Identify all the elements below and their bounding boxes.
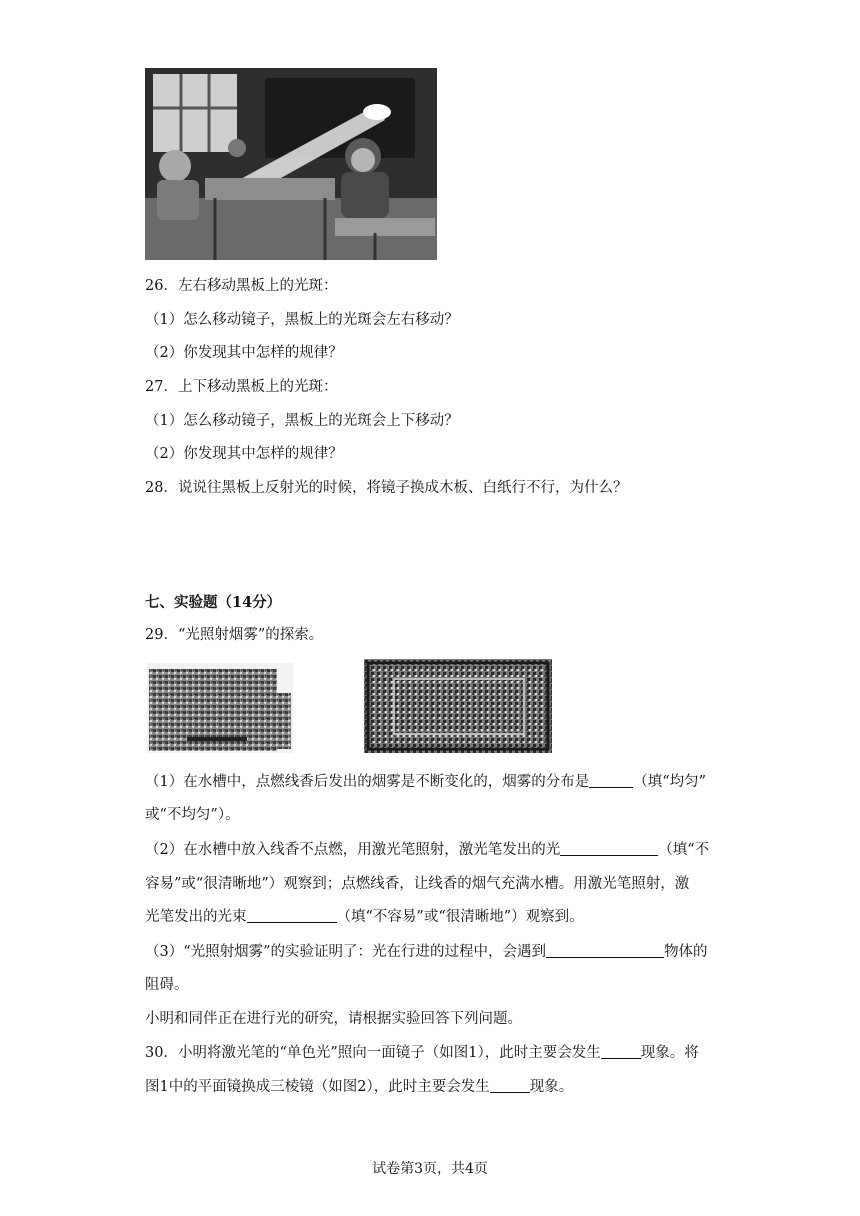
q27-sub2: （2）你发现其中怎样的规律？ — [145, 446, 343, 462]
section7-heading: 七、实验题（14分） — [145, 594, 282, 611]
q29-p3-text-b: 物体的 — [664, 944, 708, 960]
q29-p1-line2: 或“不均匀”）。 — [145, 807, 240, 823]
q29-p2-text-e: （填“不容易”或“很清晰地”）观察到。 — [336, 909, 584, 925]
q29-p1-text-a: （1）在水槽中，点燃线香后发出的烟雾是不断变化的，烟雾的分布是 — [145, 774, 590, 790]
page-footer: 试卷第3页，共4页 — [372, 1161, 488, 1177]
q29-p2-line2: 容易”或“很清晰地”）观察到；点燃线香，让线香的烟气充满水槽。用激光笔照射，激 — [145, 876, 690, 892]
q27-sub1: （1）怎么移动镜子，黑板上的光斑会上下移动？ — [145, 413, 459, 429]
q29-p2-line1 — [145, 840, 709, 860]
answer-blank-3[interactable] — [247, 907, 337, 923]
answer-blank-4[interactable] — [546, 942, 664, 958]
q30-text-a: 30．小明将激光笔的“单色光”照向一面镜子（如图1），此时主要会发生 — [145, 1045, 601, 1061]
q28-title: 28．说说往黑板上反射光的时候，将镜子换成木板、白纸行不行，为什么？ — [145, 480, 628, 496]
classroom-mirror-photo — [145, 68, 437, 260]
q26-sub2: （2）你发现其中怎样的规律？ — [145, 345, 343, 361]
q30-line1 — [145, 1043, 699, 1063]
q29-p3-line1 — [145, 942, 708, 962]
q26-sub1: （1）怎么移动镜子，黑板上的光斑会左右移动？ — [145, 312, 459, 328]
q30-text-c: 图1中的平面镜换成三棱镜（如图2），此时主要会发生 — [145, 1079, 490, 1095]
q29-p3-text-a: （3）“光照射烟雾”的实验证明了：光在行进的过程中，会遇到 — [145, 944, 547, 960]
answer-blank-2[interactable] — [560, 840, 658, 856]
smoke-tank-photo-1 — [147, 663, 293, 753]
section-intro: 小明和同伴正在进行光的研究，请根据实验回答下列问题。 — [145, 1011, 522, 1027]
q29-p3-line2: 阻碍。 — [145, 977, 189, 993]
q26-title: 26．左右移动黑板上的光斑： — [145, 278, 338, 294]
q29-p2-line3 — [145, 907, 584, 927]
q29-p2-text-b: （填“不 — [658, 842, 710, 858]
q30-text-b: 现象。将 — [640, 1045, 699, 1061]
q29-p1-text-b: （填“均匀” — [633, 774, 707, 790]
answer-blank-5[interactable] — [601, 1043, 641, 1059]
q29-p2-text-a: （2）在水槽中放入线香不点燃，用激光笔照射，激光笔发出的光 — [145, 842, 561, 858]
q29-p2-text-d: 光笔发出的光束 — [145, 909, 247, 925]
q30-text-d: 现象。 — [529, 1079, 574, 1095]
q29-p1-line1 — [145, 772, 706, 792]
q27-title: 27．上下移动黑板上的光斑： — [145, 379, 338, 395]
answer-blank-6[interactable] — [490, 1077, 530, 1093]
smoke-tank-photo-2 — [364, 659, 552, 753]
q30-line2 — [145, 1077, 573, 1097]
q29-title: 29．“光照射烟雾”的探索。 — [145, 627, 324, 643]
answer-blank-1[interactable] — [589, 772, 633, 788]
